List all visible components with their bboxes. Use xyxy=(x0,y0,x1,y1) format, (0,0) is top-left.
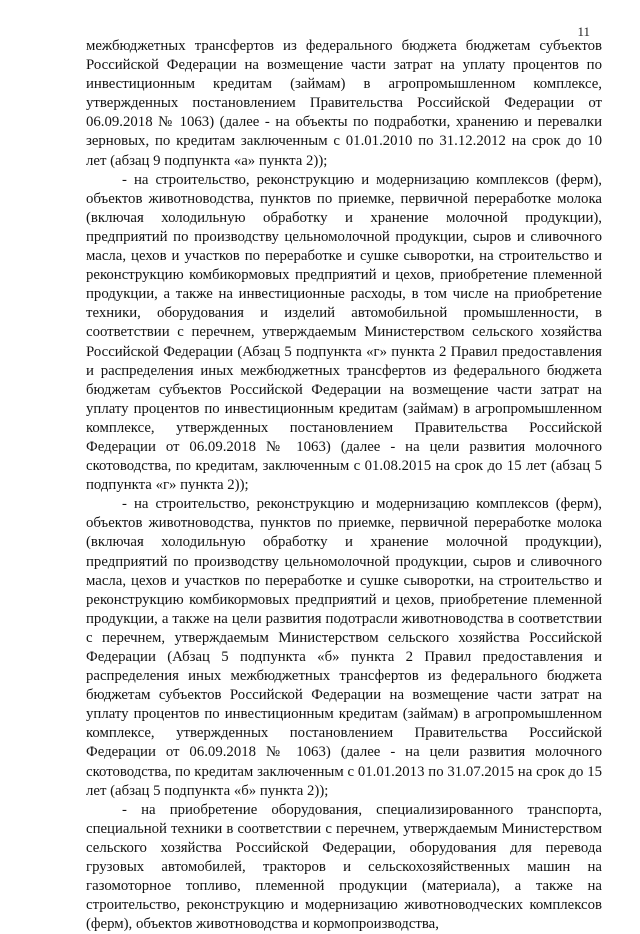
page-number: 11 xyxy=(577,24,590,39)
paragraph-2: - на строительство, реконструкцию и модернизацию комплексов (ферм), объектов животноводства, пунктов по приемке, первичной переработке молока (включая холодильную обработку и хранение молочной продукции), предприятий по производству цельномолочной продукции, сыров и сливочного масла, цехов и участков по переработке и сушке сыворотки, на строительство и реконструкцию комбикормовых предприятий и цехов, приобретение племенной продукции, а также на инвестиционные расходы, в том числе на приобретение техники, оборудования и изделий автомобильной промышленности, в соответствии с перечнем, утверждаемым Министерством сельского хозяйства Российской Федерации (Абзац 5 подпункта «г» пункта 2 Правил предоставления и распределения иных межбюджетных трансфертов из федерального бюджета бюджетам субъектов Российской Федерации на возмещение части затрат на уплату процентов по инвестиционным кредитам (займам) в агропромышленном комплексе, утвержденных постановлением Правительства Российской Федерации от 06.09.2018 № 1063) (далее - на цели развития молочного скотоводства, по кредитам, заключенным с 01.08.2015 на срок до 15 лет (абзац 5 подпункта «г» пункта 2)); xyxy=(86,171,602,494)
paragraph-1: межбюджетных трансфертов из федерального бюджета бюджетам субъектов Российской Федерации на возмещение части затрат на уплату процентов по инвестиционным кредитам (займам) в агропромышленном комплексе, утвержденных постановлением Правительства Российской Федерации от 06.09.2018 № 1063) (далее - на объекты по подработки, хранению и перевалки зерновых, по кредитам заключенным с 01.01.2010 по 31.12.2012 на срок до 10 лет (абзац 9 подпункта «а» пункта 2)); xyxy=(86,38,602,169)
paragraph-3: - на строительство, реконструкцию и модернизацию комплексов (ферм), объектов животноводства, пунктов по приемке, первичной переработке молока (включая холодильную обработку и хранение молочной продукции), предприятий по производству цельномолочной продукции, сыров и сливочного масла, цехов и участков по переработке и сушке сыворотки, на строительство и реконструкцию комбикормовых предприятий и цехов, приобретение племенной продукции, а также на цели развития подотрасли животноводства в соответствии с перечнем, утверждаемым Министерством сельского хозяйства Российской Федерации (Абзац 5 подпункта «б» пункта 2 Правил предоставления и распределения иных межбюджетных трансфертов из федерального бюджета бюджетам субъектов Российской Федерации на возмещение части затрат на уплату процентов по инвестиционным кредитам (займам) в агропромышленном комплексе, утвержденных постановлением Правительства Российской Федерации от 06.09.2018 № 1063) (далее - на цели развития молочного скотоводства, по кредитам заключенным с 01.01.2013 по 31.07.2015 на срок до 15 лет (абзац 5 подпункта «б» пункта 2)); xyxy=(86,496,602,799)
paragraph-4: - на приобретение оборудования, специализированного транспорта, специальной техники в соответствии с перечнем, утверждаемым Министерством сельского хозяйства Российской Федерации, оборудования для перевода грузовых автомобилей, тракторов и сельскохозяйственных машин на газомоторное топливо, племенной продукции (материала), а также на строительство, реконструкцию и модернизацию животноводческих комплексов (ферм), объектов животноводства и кормопроизводства, xyxy=(86,801,602,933)
document-body xyxy=(86,37,602,934)
